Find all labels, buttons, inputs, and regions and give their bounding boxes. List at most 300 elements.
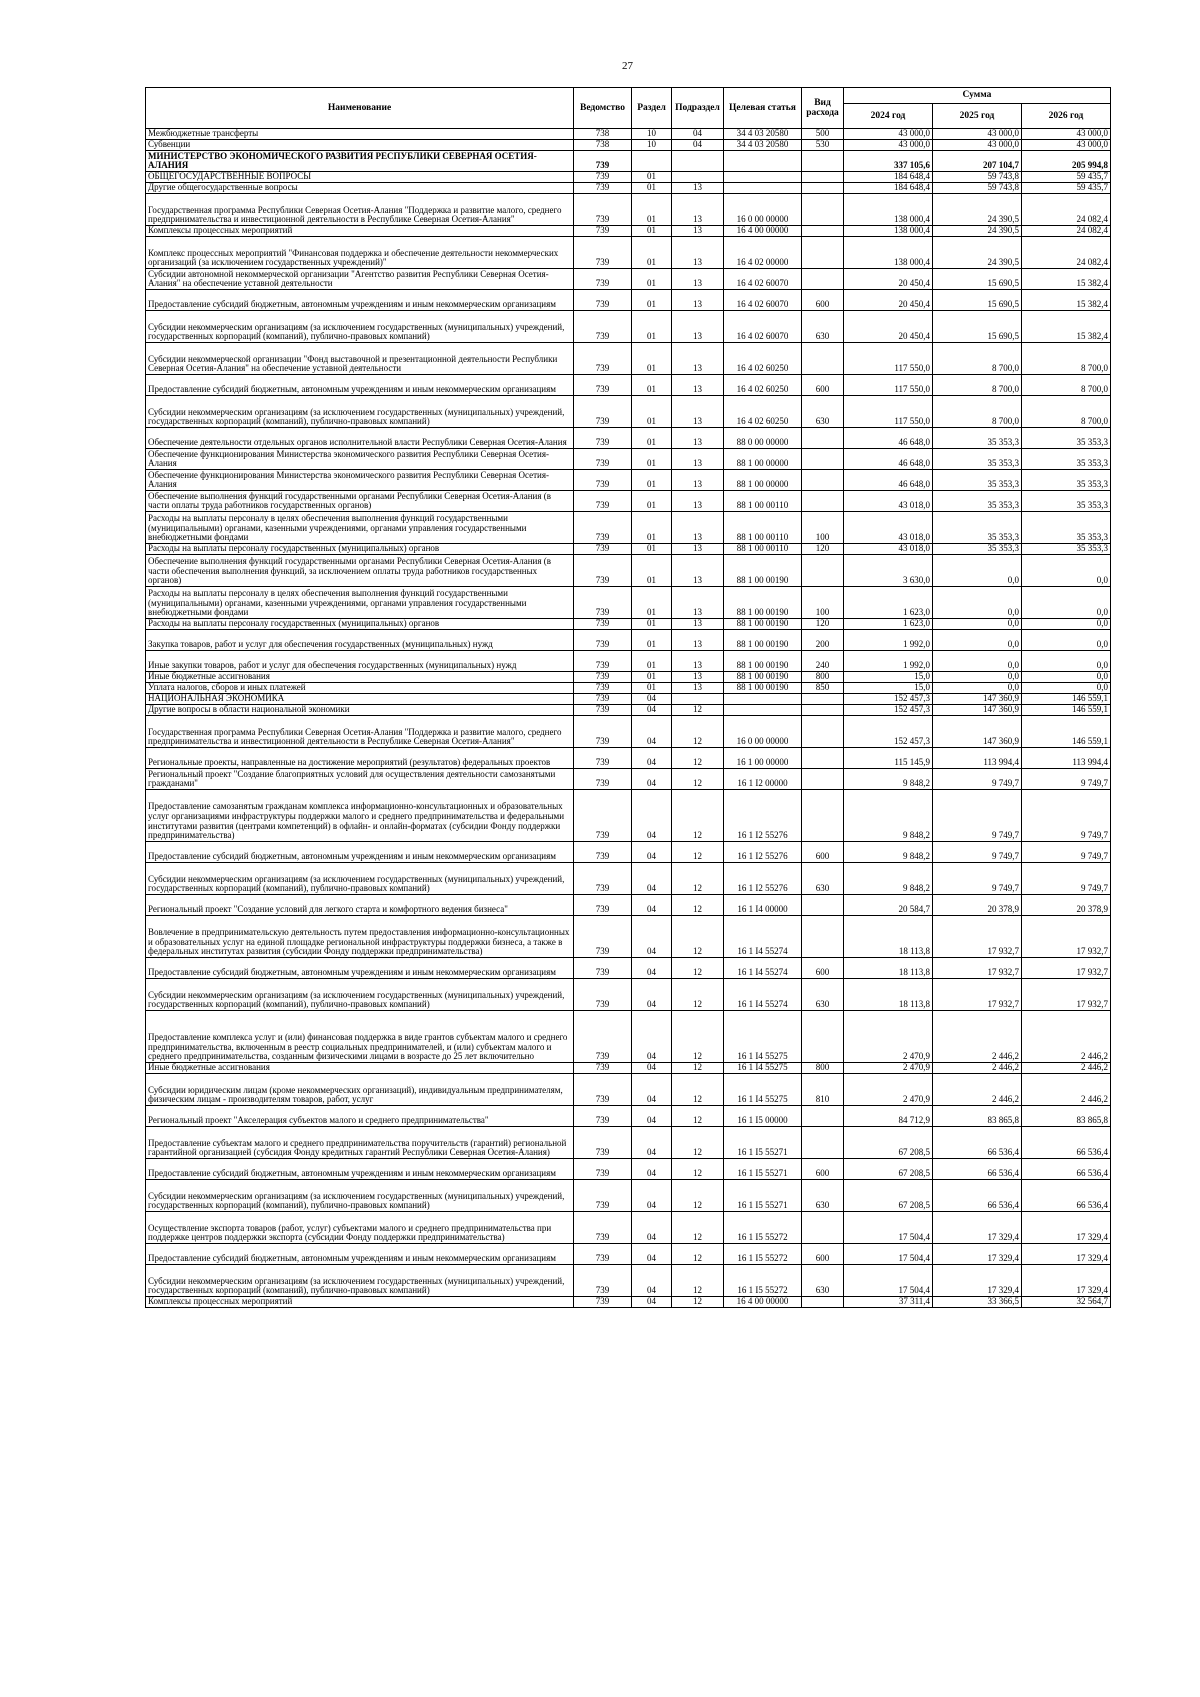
row-sum-2025: 24 390,5 — [933, 237, 1022, 269]
row-expense-type — [802, 269, 844, 290]
row-subsection: 13 — [672, 375, 724, 396]
row-ministry: 739 — [574, 958, 632, 979]
row-expense-type — [802, 491, 844, 512]
row-sum-2024: 17 504,4 — [844, 1212, 933, 1244]
header-ministry: Ведомство — [574, 88, 632, 129]
row-subsection: 13 — [672, 226, 724, 237]
page-number: 27 — [622, 60, 633, 72]
row-sum-2024: 17 504,4 — [844, 1265, 933, 1297]
row-target: 16 4 02 00000 — [724, 237, 802, 269]
row-expense-type — [802, 555, 844, 587]
row-target: 16 0 00 00000 — [724, 194, 802, 226]
row-sum-2024: 15,0 — [844, 683, 933, 694]
row-sum-2024: 2 470,9 — [844, 1063, 933, 1074]
row-sum-2026: 113 994,4 — [1022, 748, 1111, 769]
row-name: Иные бюджетные ассигнования — [146, 672, 574, 683]
table-row — [146, 619, 1111, 630]
row-sum-2024: 9 848,2 — [844, 863, 933, 895]
row-expense-type: 630 — [802, 1180, 844, 1212]
row-target: 16 1 I5 55271 — [724, 1159, 802, 1180]
table-row — [146, 683, 1111, 694]
row-sum-2024: 337 105,6 — [844, 151, 933, 172]
table-row — [146, 916, 1111, 958]
table-row — [146, 449, 1111, 470]
row-subsection: 13 — [672, 290, 724, 311]
row-ministry: 739 — [574, 683, 632, 694]
row-sum-2025: 17 932,7 — [933, 958, 1022, 979]
header-2026: 2026 год — [1022, 104, 1111, 129]
row-ministry: 739 — [574, 555, 632, 587]
row-target: 16 4 02 60070 — [724, 311, 802, 343]
row-sum-2024: 117 550,0 — [844, 375, 933, 396]
row-target: 16 1 I2 55276 — [724, 863, 802, 895]
row-target: 16 4 00 00000 — [724, 1297, 802, 1308]
row-sum-2026: 0,0 — [1022, 630, 1111, 651]
row-target: 16 1 I5 55271 — [724, 1127, 802, 1159]
row-section: 04 — [632, 1180, 672, 1212]
table-row — [146, 1265, 1111, 1297]
row-ministry: 739 — [574, 748, 632, 769]
row-name: Субсидии юридическим лицам (кроме некоммерческих организаций), индивидуальным предпринимателям, физическим лицам - производителям товаров, работ, услуг — [146, 1074, 574, 1106]
row-section: 01 — [632, 226, 672, 237]
row-sum-2025: 59 743,8 — [933, 183, 1022, 194]
table-row — [146, 226, 1111, 237]
row-target: 88 1 00 00190 — [724, 672, 802, 683]
row-sum-2026: 17 932,7 — [1022, 916, 1111, 958]
row-subsection: 12 — [672, 769, 724, 790]
row-sum-2026: 24 082,4 — [1022, 237, 1111, 269]
row-name: Закупка товаров, работ и услуг для обеспечения государственных (муниципальных) нужд — [146, 630, 574, 651]
row-expense-type: 120 — [802, 544, 844, 555]
row-target: 88 1 00 00190 — [724, 587, 802, 619]
table-row — [146, 630, 1111, 651]
row-sum-2025: 66 536,4 — [933, 1159, 1022, 1180]
row-sum-2026: 8 700,0 — [1022, 375, 1111, 396]
row-name: Предоставление субсидий бюджетным, автономным учреждениям и иным некоммерческим организациям — [146, 290, 574, 311]
row-name: Субсидии автономной некоммерческой организации "Агентство развития Республики Северная Осетия-Алания" на обеспечение уставной деятельности — [146, 269, 574, 290]
row-ministry: 739 — [574, 1074, 632, 1106]
row-target: 16 1 I4 55275 — [724, 1011, 802, 1063]
row-subsection — [672, 151, 724, 172]
row-sum-2024: 43 000,0 — [844, 140, 933, 151]
row-sum-2025: 9 749,7 — [933, 863, 1022, 895]
row-expense-type — [802, 895, 844, 916]
row-sum-2025: 0,0 — [933, 672, 1022, 683]
row-section: 01 — [632, 449, 672, 470]
row-ministry: 739 — [574, 194, 632, 226]
row-expense-type: 100 — [802, 512, 844, 544]
table-row — [146, 651, 1111, 672]
row-ministry: 739 — [574, 1159, 632, 1180]
row-sum-2025: 35 353,3 — [933, 428, 1022, 449]
row-name: Субсидии некоммерческой организации "Фонд выставочной и презентационной деятельности Республики Северная Осетия-Алания" на обеспечение уставной деятельности — [146, 343, 574, 375]
row-section: 04 — [632, 1212, 672, 1244]
row-section: 01 — [632, 470, 672, 491]
row-section: 01 — [632, 396, 672, 428]
row-sum-2025: 24 390,5 — [933, 194, 1022, 226]
row-subsection: 04 — [672, 140, 724, 151]
row-section: 10 — [632, 129, 672, 140]
row-subsection: 13 — [672, 269, 724, 290]
row-target — [724, 172, 802, 183]
row-sum-2024: 115 145,9 — [844, 748, 933, 769]
row-target: 88 1 00 00000 — [724, 470, 802, 491]
row-sum-2026: 9 749,7 — [1022, 842, 1111, 863]
row-sum-2024: 18 113,8 — [844, 979, 933, 1011]
row-sum-2025: 35 353,3 — [933, 544, 1022, 555]
row-sum-2025: 33 366,5 — [933, 1297, 1022, 1308]
row-sum-2025: 0,0 — [933, 587, 1022, 619]
row-section: 01 — [632, 544, 672, 555]
row-subsection — [672, 694, 724, 705]
row-target: 16 1 I5 55272 — [724, 1212, 802, 1244]
row-expense-type — [802, 748, 844, 769]
row-sum-2024: 152 457,3 — [844, 716, 933, 748]
table-row — [146, 1127, 1111, 1159]
row-section: 01 — [632, 651, 672, 672]
row-section: 04 — [632, 748, 672, 769]
row-ministry: 739 — [574, 587, 632, 619]
row-sum-2026: 0,0 — [1022, 683, 1111, 694]
header-target: Целевая статья — [724, 88, 802, 129]
row-expense-type: 630 — [802, 979, 844, 1011]
row-sum-2025: 15 690,5 — [933, 290, 1022, 311]
table-row — [146, 716, 1111, 748]
row-subsection: 13 — [672, 396, 724, 428]
row-subsection: 13 — [672, 183, 724, 194]
row-sum-2026: 0,0 — [1022, 672, 1111, 683]
row-sum-2026: 35 353,3 — [1022, 512, 1111, 544]
row-target: 88 1 00 00110 — [724, 512, 802, 544]
row-name: Предоставление субсидий бюджетным, автономным учреждениям и иным некоммерческим организациям — [146, 1159, 574, 1180]
row-expense-type — [802, 705, 844, 716]
row-sum-2026: 8 700,0 — [1022, 343, 1111, 375]
row-section: 01 — [632, 237, 672, 269]
row-subsection: 12 — [672, 1265, 724, 1297]
row-sum-2026: 35 353,3 — [1022, 544, 1111, 555]
row-section: 04 — [632, 1265, 672, 1297]
row-name: Субсидии некоммерческим организациям (за исключением государственных (муниципальных) учреждений, государственных корпораций (компаний), публично-правовых компаний) — [146, 863, 574, 895]
row-target: 88 1 00 00000 — [724, 449, 802, 470]
row-name: Субсидии некоммерческим организациям (за исключением государственных (муниципальных) учреждений, государственных корпораций (компаний), публично-правовых компаний) — [146, 1180, 574, 1212]
row-name: Предоставление субсидий бюджетным, автономным учреждениям и иным некоммерческим организациям — [146, 375, 574, 396]
row-subsection: 12 — [672, 1127, 724, 1159]
row-sum-2025: 0,0 — [933, 651, 1022, 672]
row-subsection: 12 — [672, 1159, 724, 1180]
row-target: 16 4 02 60070 — [724, 269, 802, 290]
row-target: 16 1 I4 55274 — [724, 916, 802, 958]
row-subsection: 13 — [672, 237, 724, 269]
row-name: Предоставление субсидий бюджетным, автономным учреждениям и иным некоммерческим организациям — [146, 958, 574, 979]
row-sum-2026: 2 446,2 — [1022, 1011, 1111, 1063]
row-expense-type — [802, 916, 844, 958]
row-sum-2025: 0,0 — [933, 683, 1022, 694]
row-sum-2025: 147 360,9 — [933, 694, 1022, 705]
row-target: 16 4 02 60250 — [724, 343, 802, 375]
row-ministry: 739 — [574, 705, 632, 716]
row-name: Другие общегосударственные вопросы — [146, 183, 574, 194]
row-sum-2024: 138 000,4 — [844, 194, 933, 226]
row-sum-2024: 17 504,4 — [844, 1244, 933, 1265]
row-sum-2024: 43 000,0 — [844, 129, 933, 140]
table-row — [146, 694, 1111, 705]
row-sum-2026: 66 536,4 — [1022, 1159, 1111, 1180]
row-ministry: 739 — [574, 895, 632, 916]
row-sum-2025: 17 932,7 — [933, 979, 1022, 1011]
row-sum-2026: 146 559,1 — [1022, 716, 1111, 748]
row-name: Обеспечение выполнения функций государственными органами Республики Северная Осетия-Алания (в части оплаты труда работников государственных органов) — [146, 491, 574, 512]
header-expense-type: Вид расхода — [802, 88, 844, 129]
row-name: Государственная программа Республики Северная Осетия-Алания "Поддержка и развитие малого, среднего предпринимательства и инвестиционной деятельности в Республике Северная Осетия-Алания" — [146, 194, 574, 226]
table-row — [146, 172, 1111, 183]
row-name: Комплексы процессных мероприятий — [146, 226, 574, 237]
row-ministry: 739 — [574, 842, 632, 863]
row-section: 04 — [632, 1297, 672, 1308]
row-sum-2025: 35 353,3 — [933, 470, 1022, 491]
row-target: 16 4 02 60070 — [724, 290, 802, 311]
row-subsection: 12 — [672, 863, 724, 895]
row-section: 04 — [632, 716, 672, 748]
row-section: 04 — [632, 916, 672, 958]
row-subsection: 04 — [672, 129, 724, 140]
row-expense-type — [802, 716, 844, 748]
row-section: 01 — [632, 290, 672, 311]
row-sum-2024: 117 550,0 — [844, 396, 933, 428]
row-expense-type — [802, 428, 844, 449]
row-target: 88 1 00 00190 — [724, 630, 802, 651]
row-sum-2024: 138 000,4 — [844, 226, 933, 237]
row-subsection: 12 — [672, 916, 724, 958]
row-name: Субсидии некоммерческим организациям (за исключением государственных (муниципальных) учреждений, государственных корпораций (компаний), публично-правовых компаний) — [146, 979, 574, 1011]
row-sum-2026: 15 382,4 — [1022, 311, 1111, 343]
row-sum-2026: 43 000,0 — [1022, 129, 1111, 140]
row-subsection: 13 — [672, 555, 724, 587]
table-row — [146, 491, 1111, 512]
row-target: 16 1 I2 55276 — [724, 790, 802, 842]
row-ministry: 739 — [574, 1106, 632, 1127]
row-sum-2025: 2 446,2 — [933, 1074, 1022, 1106]
row-sum-2026: 146 559,1 — [1022, 705, 1111, 716]
row-sum-2026: 205 994,8 — [1022, 151, 1111, 172]
table-row — [146, 1180, 1111, 1212]
row-target — [724, 151, 802, 172]
row-target: 16 1 I4 55275 — [724, 1074, 802, 1106]
row-sum-2024: 20 450,4 — [844, 311, 933, 343]
row-section: 01 — [632, 491, 672, 512]
row-sum-2025: 2 446,2 — [933, 1063, 1022, 1074]
row-expense-type — [802, 1212, 844, 1244]
row-sum-2024: 67 208,5 — [844, 1127, 933, 1159]
row-expense-type — [802, 769, 844, 790]
row-sum-2025: 17 329,4 — [933, 1244, 1022, 1265]
row-expense-type: 120 — [802, 619, 844, 630]
row-target — [724, 694, 802, 705]
row-subsection: 12 — [672, 716, 724, 748]
row-sum-2026: 9 749,7 — [1022, 790, 1111, 842]
row-sum-2025: 15 690,5 — [933, 269, 1022, 290]
row-sum-2025: 20 378,9 — [933, 895, 1022, 916]
row-subsection: 13 — [672, 470, 724, 491]
row-expense-type: 630 — [802, 396, 844, 428]
row-sum-2024: 3 630,0 — [844, 555, 933, 587]
row-expense-type: 600 — [802, 958, 844, 979]
table-row — [146, 672, 1111, 683]
row-ministry: 738 — [574, 129, 632, 140]
row-subsection: 12 — [672, 1074, 724, 1106]
row-sum-2026: 17 329,4 — [1022, 1244, 1111, 1265]
table-row — [146, 237, 1111, 269]
row-section: 01 — [632, 428, 672, 449]
row-ministry: 739 — [574, 619, 632, 630]
row-sum-2026: 66 536,4 — [1022, 1127, 1111, 1159]
table-row — [146, 1212, 1111, 1244]
row-sum-2025: 17 329,4 — [933, 1265, 1022, 1297]
row-sum-2025: 8 700,0 — [933, 396, 1022, 428]
row-subsection: 13 — [672, 544, 724, 555]
row-sum-2026: 15 382,4 — [1022, 269, 1111, 290]
row-section: 01 — [632, 172, 672, 183]
row-name: Расходы на выплаты персоналу в целях обеспечения выполнения функций государственными (муниципальными) органами, казенными учреждениями, органами управления государственными внебюджетными фондами — [146, 512, 574, 544]
row-name: Региональный проект "Акселерация субъектов малого и среднего предпринимательства" — [146, 1106, 574, 1127]
row-sum-2026: 35 353,3 — [1022, 428, 1111, 449]
row-subsection: 12 — [672, 979, 724, 1011]
row-sum-2024: 20 584,7 — [844, 895, 933, 916]
row-sum-2025: 15 690,5 — [933, 311, 1022, 343]
row-target: 16 4 00 00000 — [724, 226, 802, 237]
row-target: 16 4 02 60250 — [724, 396, 802, 428]
row-expense-type: 630 — [802, 1265, 844, 1297]
table-row — [146, 1297, 1111, 1308]
row-section: 01 — [632, 183, 672, 194]
row-target: 16 1 I4 55274 — [724, 979, 802, 1011]
row-target: 16 1 I4 55275 — [724, 1063, 802, 1074]
row-sum-2024: 84 712,9 — [844, 1106, 933, 1127]
row-subsection: 12 — [672, 1244, 724, 1265]
row-ministry: 739 — [574, 172, 632, 183]
row-sum-2024: 67 208,5 — [844, 1159, 933, 1180]
row-name: Комплексы процессных мероприятий — [146, 1297, 574, 1308]
row-target: 16 1 I5 55272 — [724, 1265, 802, 1297]
table-row — [146, 863, 1111, 895]
row-section: 01 — [632, 194, 672, 226]
row-ministry: 739 — [574, 672, 632, 683]
row-expense-type — [802, 172, 844, 183]
row-name: Расходы на выплаты персоналу государственных (муниципальных) органов — [146, 619, 574, 630]
row-sum-2024: 1 623,0 — [844, 587, 933, 619]
row-subsection: 13 — [672, 311, 724, 343]
table-row — [146, 958, 1111, 979]
row-section: 04 — [632, 694, 672, 705]
row-expense-type — [802, 1106, 844, 1127]
table-row — [146, 512, 1111, 544]
row-expense-type — [802, 226, 844, 237]
header-sum: Сумма — [844, 88, 1111, 104]
row-name: Субсидии некоммерческим организациям (за исключением государственных (муниципальных) учреждений, государственных корпораций (компаний), публично-правовых компаний) — [146, 311, 574, 343]
row-sum-2026: 20 378,9 — [1022, 895, 1111, 916]
row-target: 16 0 00 00000 — [724, 716, 802, 748]
row-expense-type — [802, 790, 844, 842]
row-name: Субвенции — [146, 140, 574, 151]
row-sum-2025: 9 749,7 — [933, 842, 1022, 863]
row-subsection: 12 — [672, 1106, 724, 1127]
row-sum-2025: 2 446,2 — [933, 1011, 1022, 1063]
row-target: 16 1 I2 00000 — [724, 769, 802, 790]
row-name: Обеспечение функционирования Министерства экономического развития Республики Северная Осетия-Алания — [146, 449, 574, 470]
row-expense-type: 630 — [802, 863, 844, 895]
row-expense-type: 530 — [802, 140, 844, 151]
row-expense-type — [802, 183, 844, 194]
row-sum-2025: 147 360,9 — [933, 716, 1022, 748]
row-name: Предоставление комплекса услуг и (или) финансовая поддержка в виде грантов субъектам малого и среднего предпринимательства, включенным в реестр социальных предпринимателей, и (или) субъектам малого и среднего предпринимательства, созданным физическими лицами в возрасте до 25 лет включительно — [146, 1011, 574, 1063]
row-sum-2026: 24 082,4 — [1022, 226, 1111, 237]
row-name: Обеспечение выполнения функций государственными органами Республики Северная Осетия-Алания (в части обеспечения выполнения функций, за исключением оплаты труда работников государственных органов) — [146, 555, 574, 587]
table-row — [146, 1011, 1111, 1063]
row-target: 16 1 I5 00000 — [724, 1106, 802, 1127]
row-sum-2025: 147 360,9 — [933, 705, 1022, 716]
row-target: 16 1 00 00000 — [724, 748, 802, 769]
row-sum-2025: 113 994,4 — [933, 748, 1022, 769]
row-ministry: 739 — [574, 1297, 632, 1308]
row-sum-2026: 17 329,4 — [1022, 1265, 1111, 1297]
row-sum-2026: 0,0 — [1022, 587, 1111, 619]
row-sum-2026: 24 082,4 — [1022, 194, 1111, 226]
table-row — [146, 290, 1111, 311]
row-expense-type: 500 — [802, 129, 844, 140]
row-subsection: 13 — [672, 491, 724, 512]
row-name: Обеспечение деятельности отдельных органов исполнительной власти Республики Северная Осетия-Алания — [146, 428, 574, 449]
row-sum-2024: 18 113,8 — [844, 916, 933, 958]
table-row — [146, 311, 1111, 343]
row-section: 04 — [632, 1127, 672, 1159]
row-target: 16 1 I4 00000 — [724, 895, 802, 916]
row-ministry: 739 — [574, 694, 632, 705]
row-sum-2024: 184 648,4 — [844, 172, 933, 183]
table-row — [146, 269, 1111, 290]
row-sum-2024: 46 648,0 — [844, 428, 933, 449]
row-sum-2025: 0,0 — [933, 555, 1022, 587]
row-name: Обеспечение функционирования Министерства экономического развития Республики Северная Осетия-Алания — [146, 470, 574, 491]
row-expense-type — [802, 194, 844, 226]
row-section: 04 — [632, 863, 672, 895]
row-expense-type: 810 — [802, 1074, 844, 1106]
row-ministry: 739 — [574, 449, 632, 470]
row-sum-2025: 8 700,0 — [933, 375, 1022, 396]
row-sum-2024: 152 457,3 — [844, 705, 933, 716]
header-subsection: Подраздел — [672, 88, 724, 129]
row-section: 04 — [632, 958, 672, 979]
table-row — [146, 1244, 1111, 1265]
row-section: 04 — [632, 1074, 672, 1106]
row-sum-2025: 35 353,3 — [933, 491, 1022, 512]
row-section: 10 — [632, 140, 672, 151]
row-sum-2025: 43 000,0 — [933, 140, 1022, 151]
row-name: Осуществление экспорта товаров (работ, услуг) субъектами малого и среднего предпринимательства при поддержке центров поддержки экспорта (субсидии Фонду поддержки предпринимательства) — [146, 1212, 574, 1244]
table-row — [146, 748, 1111, 769]
row-section: 04 — [632, 769, 672, 790]
row-expense-type: 600 — [802, 842, 844, 863]
row-name: МИНИСТЕРСТВО ЭКОНОМИЧЕСКОГО РАЗВИТИЯ РЕСПУБЛИКИ СЕВЕРНАЯ ОСЕТИЯ-АЛАНИЯ — [146, 151, 574, 172]
row-ministry: 739 — [574, 979, 632, 1011]
row-expense-type: 600 — [802, 375, 844, 396]
row-sum-2026: 17 932,7 — [1022, 979, 1111, 1011]
row-sum-2024: 138 000,4 — [844, 237, 933, 269]
table-row — [146, 129, 1111, 140]
row-section: 01 — [632, 619, 672, 630]
row-ministry: 739 — [574, 1180, 632, 1212]
table-body — [146, 129, 1111, 1308]
row-expense-type: 100 — [802, 587, 844, 619]
row-name: Другие вопросы в области национальной экономики — [146, 705, 574, 716]
